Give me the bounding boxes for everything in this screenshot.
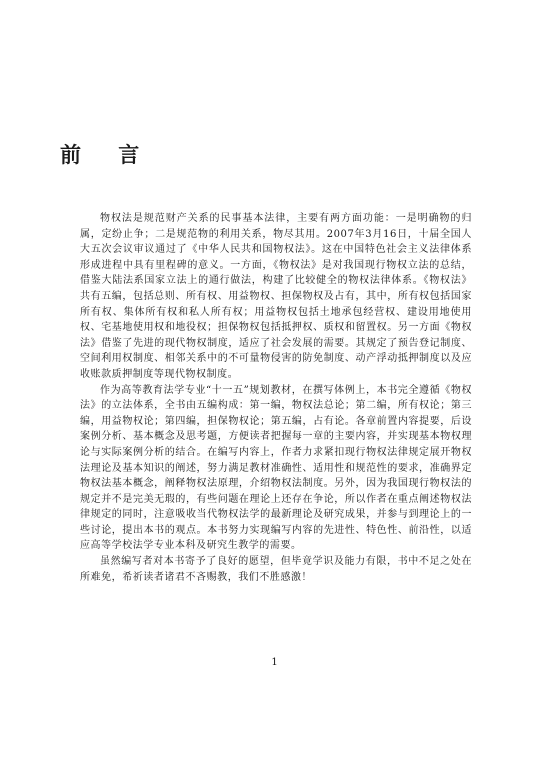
page-number: 1 (271, 657, 278, 668)
paragraph-closing: 虽然编写者对本书寄予了良好的愿望，但毕竟学识及能力有限，书中不足之处在所难免，希祈读者诸君不吝赐教，我们不胜感激！ (80, 556, 472, 583)
paragraph-intro: 物权法是规范财产关系的民事基本法律，主要有两方面功能：一是明确物的归属，定纷止争；二是规范物的利用关系，物尽其用。2007年3月16日，十届全国人大五次会议审议通过了《中华人民共和国物权法》。这在中国特色社会主义法律体系形成进程中具有里程碑的意义。一方面，《物权法》是对我国现行物权立法的总结，借鉴大陆法系国家立法上的通行做法，构建了比较健全的物权法律体系。《物权法》共有五编，包括总则、所有权、用益物权、担保物权及占有，其中，所有权包括国家所有权、集体所有权和私人所有权；用益物权包括土地承包经营权、建设用地使用权、宅基地使用权和地役权；担保物权包括抵押权、质权和留置权。另一方面《物权法》借鉴了先进的现代物权制度，适应了社会发展的需要。其规定了预告登记制度、空间利用权制度、相邻关系中的不可量物侵害的防免制度、动产浮动抵押制度以及应收账款质押制度等现代物权制度。 (80, 213, 472, 380)
body-text (80, 211, 472, 585)
paragraph-structure: 作为高等教育法学专业“十一五”规划教材，在撰写体例上，本书完全遵循《物权法》的立法体系，全书由五编构成：第一编，物权法总论；第二编，所有权论；第三编，用益物权论；第四编，担保物权论；第五编，占有论。各章前置内容提要，后设案例分析、基本概念及思考题，方便读者把握每一章的主要内容，并实现基本物权理论与实际案例分析的结合。在编写内容上，作者力求紧扣现行物权法律规定展开物权法理论及基本知识的阐述，努力满足教材准确性、适用性和规范性的要求，准确界定物权法基本概念，阐释物权法原理，介绍物权法制度。另外，因为我国现行物权法的规定并不是完美无瑕的，有些问题在理论上还存在争论，所以作者在重点阐述物权法律规定的同时，注意吸收当代物权法学的最新理论及研究成果，并参与到理论上的一些讨论，提出本书的观点。本书努力实现编写内容的先进性、特色性、前沿性，以适应高等学校法学专业本科及研究生教学的需要。 (80, 384, 472, 552)
page-title: 前 言 (60, 142, 155, 167)
